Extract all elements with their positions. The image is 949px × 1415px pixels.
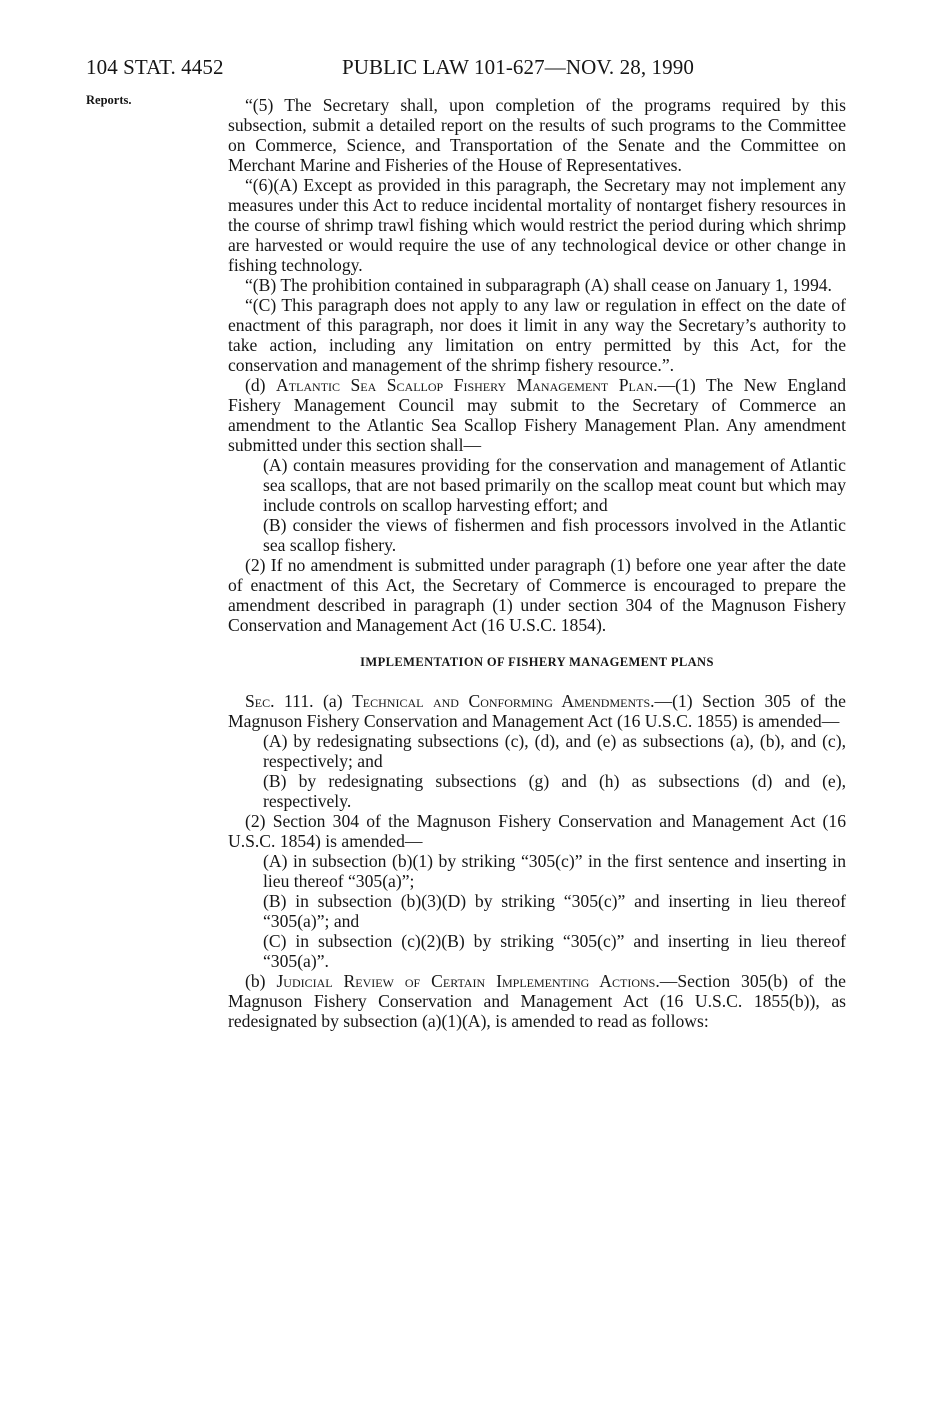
subsection-a2-item-c: (C) in subsection (c)(2)(B) by striking “305(c)” and inserting in lieu thereof “305(a)”. [263,931,846,971]
subsection-a1-item-b: (B) by redesignating subsections (g) and (h) as subsections (d) and (e), respectively. [263,771,846,811]
subsection-a-text: —(1) Section 305 of the Magnuson Fishery Conservation and Management Act (16 U.S.C. 1855) is amended— [228,691,846,731]
page-header [86,55,694,80]
statute-body [228,95,846,1031]
subsection-b-label: (b) [245,971,277,991]
margin-note-reports: Reports. [86,93,132,107]
subsection-a-paragraph-2: (2) Section 304 of the Magnuson Fishery Conservation and Management Act (16 U.S.C. 1854) is amended— [228,811,846,851]
subsection-a-heading: Technical and Conforming Amendments. [352,691,655,711]
subsection-d-paragraph-2: (2) If no amendment is submitted under paragraph (1) before one year after the date of enactment of this Act, the Secretary of Commerce is encouraged to prepare the amendment described in paragraph (1) under section 304 of the Magnuson Fishery Conservation and Management Act (16 U.S.C. 1854). [228,555,846,635]
section-111-b [228,971,846,1031]
section-label: Sec. [245,691,275,711]
public-law-citation: PUBLIC LAW 101-627—NOV. 28, 1990 [342,55,694,79]
subsection-d [228,375,846,455]
subsection-a1-item-a: (A) by redesignating subsections (c), (d), and (e) as subsections (a), (b), and (c), respectively; and [263,731,846,771]
paragraph-6c: “(C) This paragraph does not apply to any law or regulation in effect on the date of enactment of this paragraph, nor does it limit in any way the Secretary’s authority to take action, including any limitation on entry permitted by this Act, for the conservation and management of the shrimp fishery resource.”. [228,295,846,375]
subsection-d-label: (d) [245,375,276,395]
paragraph-5: “(5) The Secretary shall, upon completion of the programs required by this subsection, submit a detailed report on the results of such programs to the Committee on Commerce, Science, and Transportation of the Senate and the Committee on Merchant Marine and Fisheries of the House of Representatives. [228,95,846,175]
paragraph-6a: “(6)(A) Except as provided in this paragraph, the Secretary may not implement any measures under this Act to reduce incidental mortality of nontarget fishery resources in the course of shrimp trawl fishing which would restrict the period during which shrimp are harvested or would require the use of any technological device or other change in fishing technology. [228,175,846,275]
section-heading: IMPLEMENTATION OF FISHERY MANAGEMENT PLANS [360,655,714,669]
paragraph-6b: “(B) The prohibition contained in subparagraph (A) shall cease on January 1, 1994. [245,275,832,295]
subsection-d-heading: Atlantic Sea Scallop Fishery Management Plan. [276,375,658,395]
subsection-d-item-b: (B) consider the views of fishermen and fish processors involved in the Atlantic sea scallop fishery. [263,515,846,555]
subsection-a2-item-a: (A) in subsection (b)(1) by striking “305(c)” in the first sentence and inserting in lieu thereof “305(a)”; [263,851,846,891]
subsection-b-heading: Judicial Review of Certain Implementing Actions. [276,971,660,991]
subsection-b-text: —Section 305(b) of the Magnuson Fishery Conservation and Management Act (16 U.S.C. 1855(b)), as redesignated by subsection (a)(1)(A), is amended to read as follows: [228,971,846,1031]
section-111-a [228,691,846,731]
section-number: 111. (a) [274,691,353,711]
subsection-d-item-a: (A) contain measures providing for the conservation and management of Atlantic sea scallops, that are not based primarily on the scallop meat count but which may include controls on scallop harvesting effort; and [263,455,846,515]
subsection-a2-item-b: (B) in subsection (b)(3)(D) by striking “305(c)” and inserting in lieu thereof “305(a)”; and [263,891,846,931]
subsection-d-text: —(1) The New England Fishery Management Council may submit to the Secretary of Commerce an amendment to the Atlantic Sea Scallop Fishery Management Plan. Any amendment submitted under this section shall— [228,375,846,455]
stat-page-number: 104 STAT. 4452 [86,55,224,79]
